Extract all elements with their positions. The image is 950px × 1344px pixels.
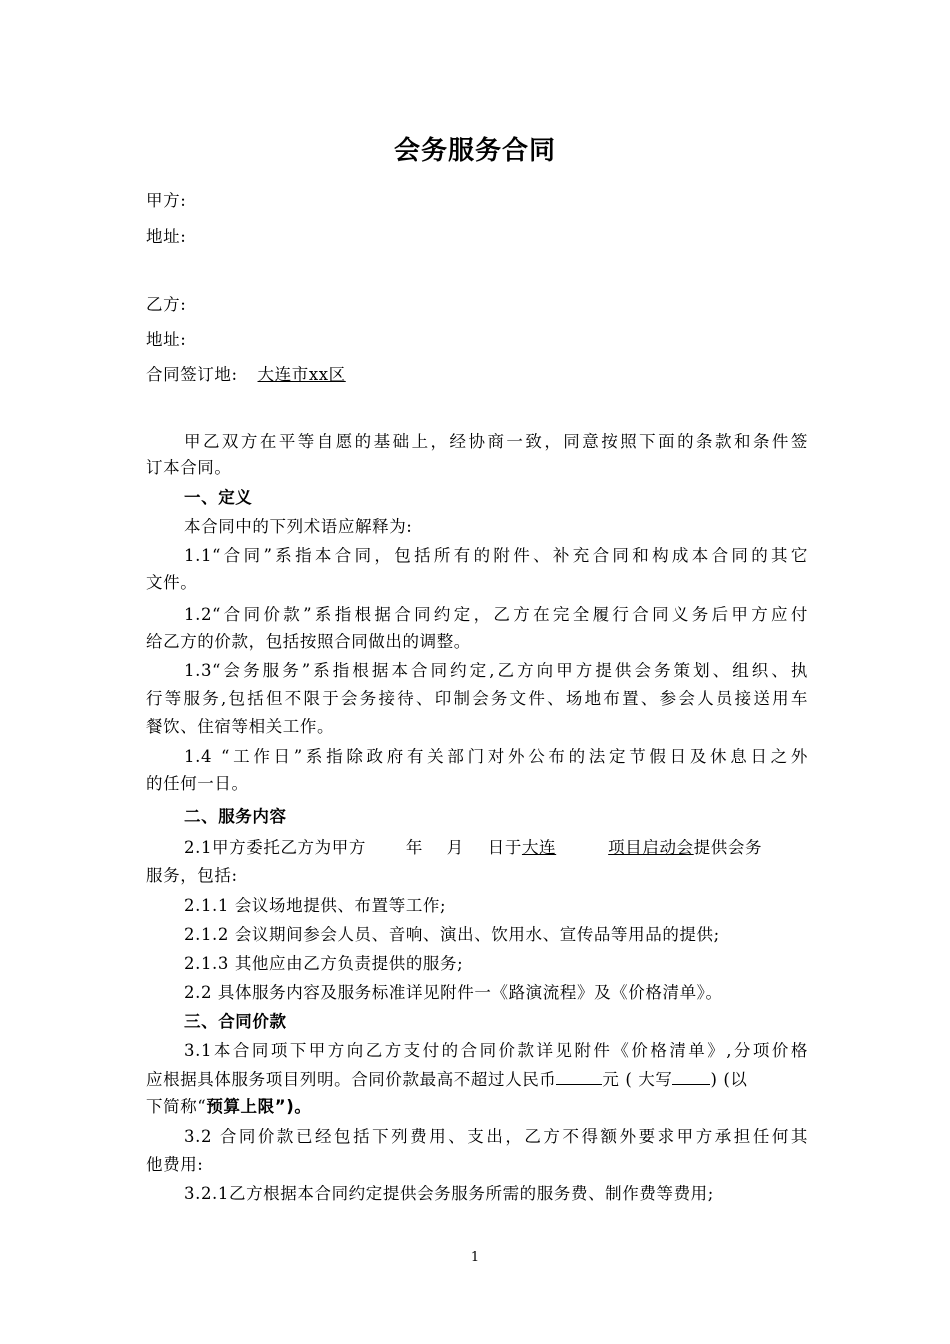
clause-3-2-1: 3.2.1乙方根据本合同约定提供会务服务所需的服务费、制作费等费用;	[184, 1184, 714, 1203]
clause-3-1-text-a: 应根据具体服务项目列明。合同价款最高不超过人民币	[146, 1070, 557, 1089]
party-a-address-label: 地址:	[146, 227, 187, 246]
clause-2-1-year: 年	[405, 838, 423, 857]
intro-line-2: 订本合同。	[146, 458, 232, 477]
section-3-heading: 三、合同价款	[184, 1012, 287, 1031]
clause-3-2-line-1: 3.2 合同价款已经包括下列费用、支出，乙方不得额外要求甲方承担任何其	[184, 1127, 808, 1146]
party-b-label: 乙方:	[146, 295, 187, 314]
clause-1-3-line-3: 餐饮、住宿等相关工作。	[146, 717, 335, 736]
clause-1-2-line-1: 1.2“合同价款”系指根据合同约定，乙方在完全履行合同义务后甲方应付	[184, 605, 808, 624]
clause-1-3-line-2: 行等服务,包括但不限于会务接待、印制会务文件、场地布置、参会人员接送用车	[146, 689, 808, 708]
amount-blank	[556, 1068, 602, 1085]
clause-3-1-line-1: 3.1本合同项下甲方向乙方支付的合同价款详见附件《价格清单》,分项价格	[184, 1041, 808, 1060]
clause-2-1-project: 项目启动会	[608, 838, 694, 857]
clause-2-1-place: 大连 项目启动会	[521, 838, 694, 857]
clause-3-1-line-2	[146, 1068, 808, 1091]
clause-2-1-day: 日于	[487, 838, 522, 857]
clause-2-1-1: 2.1.1 会议场地提供、布置等工作;	[184, 896, 447, 915]
section-2-heading: 二、服务内容	[184, 807, 287, 826]
section-1-heading: 一、定义	[184, 488, 253, 507]
clause-1-1-line-1: 1.1“合同”系指本合同，包括所有的附件、补充合同和构成本合同的其它	[184, 546, 808, 565]
clause-2-1-month: 月	[446, 838, 464, 857]
section-1-lead: 本合同中的下列术语应解释为:	[184, 517, 413, 536]
clause-2-1-line-1	[184, 837, 808, 859]
clause-1-3-line-1: 1.3“会务服务”系指根据本合同约定,乙方向甲方提供会务策划、组织、执	[184, 661, 808, 680]
signing-place-value: 大连市xx区	[257, 365, 346, 384]
clause-3-1-text-e: ”)。	[274, 1097, 312, 1116]
budget-cap-term: 预算上限	[206, 1097, 275, 1116]
clause-3-2-line-2: 他费用:	[146, 1155, 204, 1174]
clause-2-1-text-b: 提供会务	[693, 838, 763, 857]
amount-words-blank	[672, 1068, 710, 1085]
document-title: 会务服务合同	[393, 136, 556, 166]
clause-2-1-text-a: 2.1甲方委托乙方为甲方	[184, 838, 366, 857]
signing-place-line	[146, 364, 808, 386]
clause-1-4-line-2: 的任何一日。	[146, 774, 249, 793]
clause-1-4-line-1: 1.4 “工作日”系指除政府有关部门对外公布的法定节假日及休息日之外	[184, 747, 808, 766]
clause-2-1-line-2: 服务，包括:	[146, 866, 238, 885]
clause-3-1-text-c: ) (以	[710, 1070, 748, 1089]
clause-2-1-3: 2.1.3 其他应由乙方负责提供的服务;	[184, 954, 464, 973]
party-a-label: 甲方:	[146, 191, 187, 210]
clause-1-1-line-2: 文件。	[146, 573, 198, 592]
signing-place-label: 合同签订地:	[146, 365, 238, 384]
intro-line-1: 甲乙双方在平等自愿的基础上，经协商一致，同意按照下面的条款和条件签	[184, 432, 808, 451]
page-number: 1	[470, 1250, 480, 1265]
clause-2-1-2: 2.1.2 会议期间参会人员、音响、演出、饮用水、宣传品等用品的提供;	[184, 925, 720, 944]
party-b-address-label: 地址:	[146, 330, 187, 349]
clause-2-2: 2.2 具体服务内容及服务标准详见附件一《路演流程》及《价格清单》。	[184, 983, 723, 1002]
clause-1-2-line-2: 给乙方的价款，包括按照合同做出的调整。	[146, 632, 471, 651]
clause-3-1-line-3	[146, 1096, 808, 1118]
clause-3-1-text-d: 下简称“	[146, 1097, 207, 1116]
clause-3-1-text-b: 元 ( 大写	[602, 1070, 673, 1089]
